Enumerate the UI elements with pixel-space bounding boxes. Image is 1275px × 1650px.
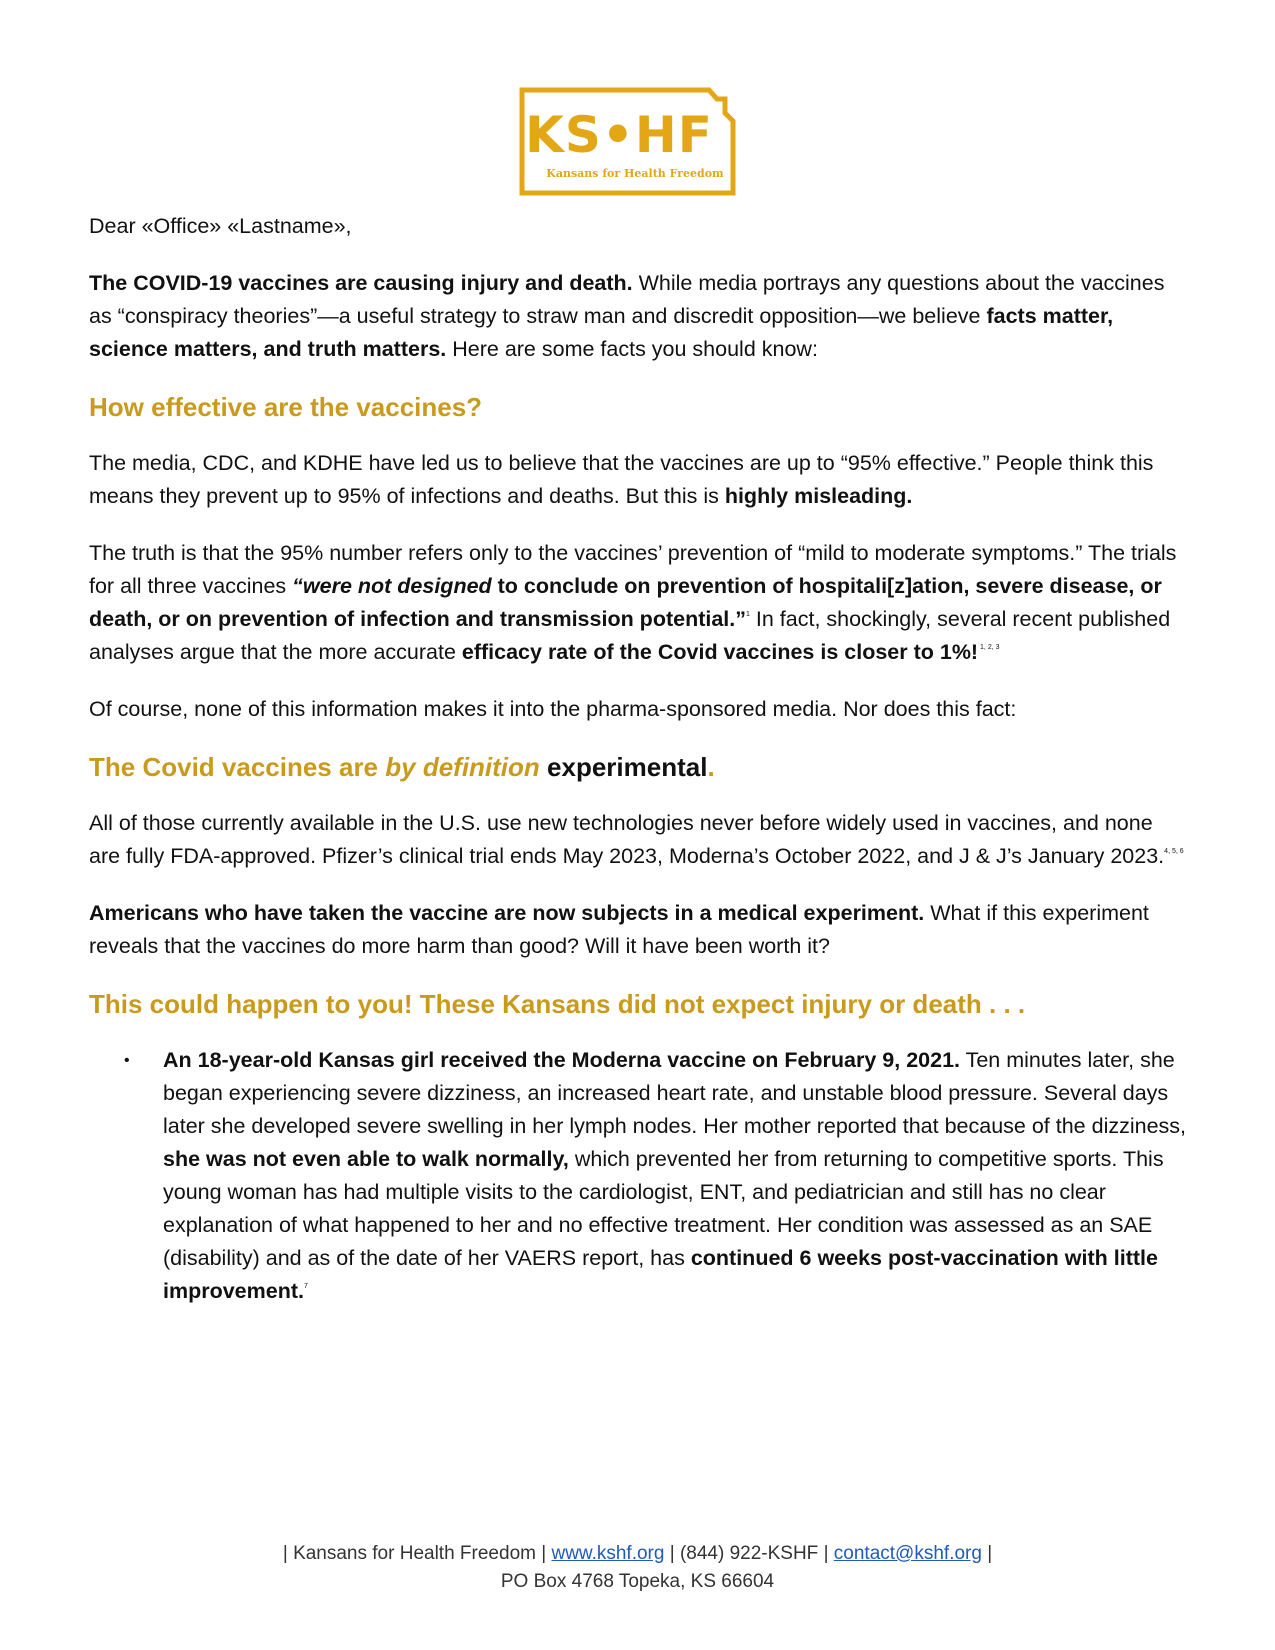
section-heading-injuries: This could happen to you! These Kansans did not expect injury or death . . . [89,989,1026,1019]
kshf-logo [519,87,749,197]
footnote-ref: 1 [746,611,750,618]
footer-phone: (844) 922-KSHF [679,1543,819,1564]
footer-separator: | [282,1543,288,1564]
logo-full-name: Kansans for Health Freedom [546,167,724,180]
intro-text-1: While media portrays any questions about the vaccines as “conspiracy theories”—a useful strategy to straw man and discredit opposition—we believe [89,271,1165,328]
intro-text-2: Here are some facts you should know: [446,337,818,361]
letter-body [89,210,1189,1308]
effectiveness-paragraph-2 [89,537,1189,669]
footnote-ref: 7 [303,1283,308,1290]
footer-separator: | [669,1543,675,1564]
item-text-2: which prevented her from returning to competitive sports. This young woman has had multiple visits to the cardiologist, ENT, and pediatrician and still has no clear explanation of what happened to her and no effective treatment. Her condition was assessed as an SAE (disability) and as of the date of her VAERS report, has [163,1147,1164,1270]
intro-bold-2: facts matter, science matters, and truth matters. [89,304,1114,361]
intro-paragraph [89,267,1189,366]
eff-p2-text-1: The truth is that the 95% number refers only to the vaccines’ prevention of “mild to moderate symptoms.” The trials for all three vaccines [89,541,1177,598]
item-text-1: Ten minutes later, she began experiencing severe dizziness, an increased heart rate, and unstable blood pressure. Several days later she developed severe swelling in her lymph nodes. Her mother reported that because of the dizziness, [163,1048,1187,1138]
footer-separator: | [541,1543,547,1564]
item-bold-1: An 18-year-old Kansas girl received the Moderna vaccine on February 9, 2021. [163,1048,961,1072]
footer-address: PO Box 4768 Topeka, KS 66604 [500,1571,775,1592]
logo-abbrev: KS•HF [525,106,713,164]
injury-list [89,1044,1189,1308]
section-heading-experimental [89,750,1189,784]
footer-separator: | [987,1543,993,1564]
effectiveness-paragraph-1 [89,447,1189,513]
footnote-ref: 4, 5, 6 [1164,848,1184,855]
footer-contact-line [0,1540,1275,1568]
list-item [124,1044,1189,1308]
page-footer [0,1540,1275,1596]
website-link[interactable]: www.kshf.org [551,1543,665,1564]
footer-separator: | [823,1543,829,1564]
eff-p1-text: The media, CDC, and KDHE have led us to believe that the vaccines are up to “95% effective.” People think this means they prevent up to 95% of infections and deaths. But this is [89,451,1154,508]
eff-p1-bold: highly misleading. [724,484,913,508]
exp-heading-part-1: The Covid vaccines are [89,752,386,782]
item-bold-3: continued 6 weeks post-vaccination with little improvement. [163,1246,1158,1303]
eff-p2-bold-italic: “were not designed [292,574,492,598]
exp-heading-italic: by definition [385,752,540,782]
email-link[interactable]: contact@kshf.org [833,1543,982,1564]
salutation: Dear «Office» «Lastname», [89,214,352,238]
bullet-icon: • [124,1052,130,1069]
exp-p1-text: All of those currently available in the U.S. use new technologies never before widely used in vaccines, and none are fully FDA-approved. Pfizer’s clinical trial ends May 2023, Moderna’s October 2022, and J & J’s January 2023. [89,811,1165,868]
eff-p2-bold-2: efficacy rate of the Covid vaccines is closer to 1%! [461,640,979,664]
eff-p2-text-2: In fact, shockingly, several recent published analyses argue that the more accurate [89,607,1171,664]
item-bold-2: she was not even able to walk normally, [163,1147,569,1171]
exp-heading-end: . [707,752,715,782]
eff-p2-bold-1: to conclude on prevention of hospitali[z]ation, severe disease, or death, or on prevention of infection and transmission potential.” [89,574,1162,631]
footer-org-name: Kansans for Health Freedom [293,1543,536,1564]
exp-p2-text: What if this experiment reveals that the vaccines do more harm than good? Will it have been worth it? [89,901,1149,958]
exp-p2-bold: Americans who have taken the vaccine are now subjects in a medical experiment. [89,901,925,925]
section-heading-effectiveness: How effective are the vaccines? [89,392,483,422]
intro-lead: The COVID-19 vaccines are causing injury and death. [89,271,633,295]
footnote-ref: 1, 2, 3 [978,644,1000,651]
exp-heading-dark: experimental [539,752,708,782]
experimental-paragraph-1 [89,807,1189,873]
effectiveness-paragraph-3: Of course, none of this information makes it into the pharma-sponsored media. Nor does this fact: [89,697,1017,721]
experimental-paragraph-2 [89,897,1189,963]
